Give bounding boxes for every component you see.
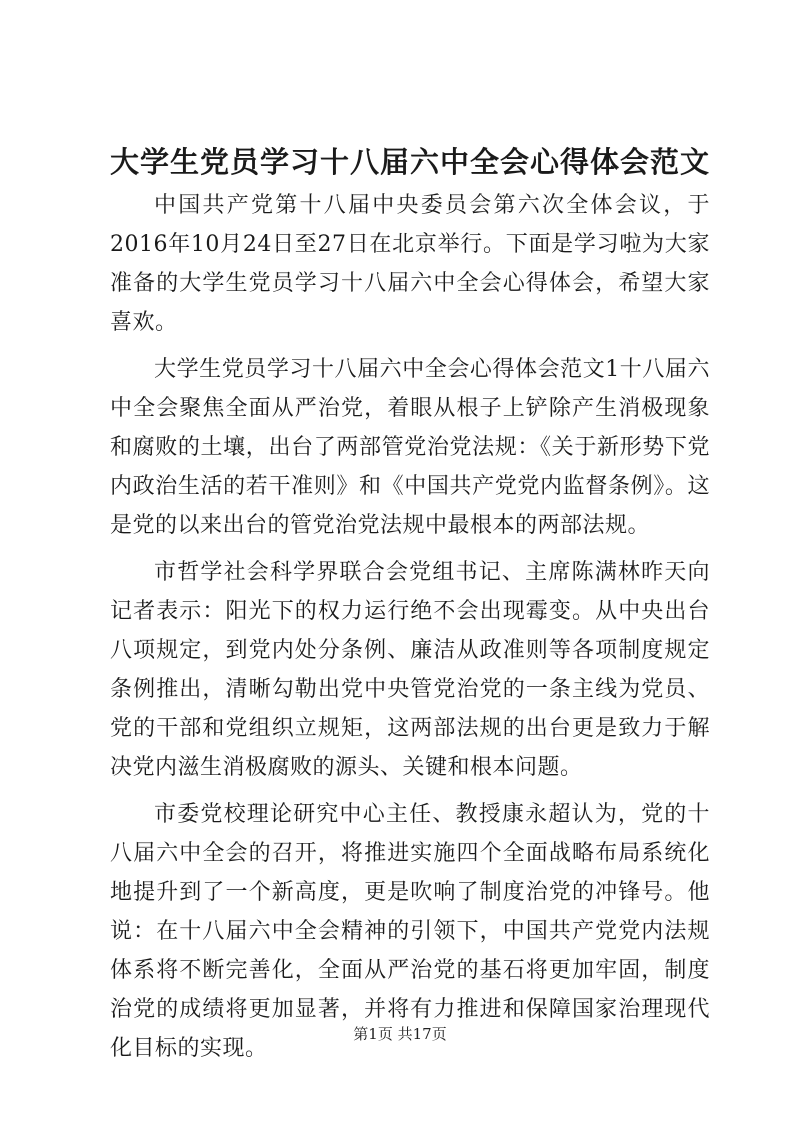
document-body: [110, 140, 710, 1068]
paragraph-chen-manlin: 市哲学社会科学界联合会党组书记、主席陈满林昨天向记者表示：阳光下的权力运行绝不会出现霉变。从中央出台八项规定，到党内处分条例、廉洁从政准则等各项制度规定条例推出，清晰勾勒出党中央管党治党的一条主线为党员、党的干部和党组织立规矩，这两部法规的出台更是致力于解决党内滋生消极腐败的源头、关键和根本问题。: [110, 560, 710, 780]
paragraph-section-1: 大学生党员学习十八届六中全会心得体会范文1十八届六中全会聚焦全面从严治党，着眼从根子上铲除产生消极现象和腐败的土壤，出台了两部管党治党法规：《关于新形势下党内政治生活的若干准则》和《中国共产党党内监督条例》。这是党的以来出台的管党治党法规中最根本的两部法规。: [110, 357, 710, 538]
page-number-footer: 第1页 共17页: [353, 1025, 447, 1043]
document-title: 大学生党员学习十八届六中全会心得体会范文: [110, 145, 711, 179]
paragraph-kang-yongchao: 市委党校理论研究中心主任、教授康永超认为，党的十八届六中全会的召开，将推进实施四个全面战略布局系统化地提升到了一个新高度，更是吹响了制度治党的冲锋号。他说：在十八届六中全会精神的引领下，中国共产党党内法规体系将不断完善化，全面从严治党的基石将更加牢固，制度治党的成绩将更加显著，并将有力推进和保障国家治理现代化目标的实现。: [110, 802, 710, 1061]
paragraph-intro: 中国共产党第十八届中央委员会第六次全体会议，于2016年10月24日至27日在北京举行。下面是学习啦为大家准备的大学生党员学习十八届六中全会心得体会，希望大家喜欢。: [110, 193, 710, 335]
